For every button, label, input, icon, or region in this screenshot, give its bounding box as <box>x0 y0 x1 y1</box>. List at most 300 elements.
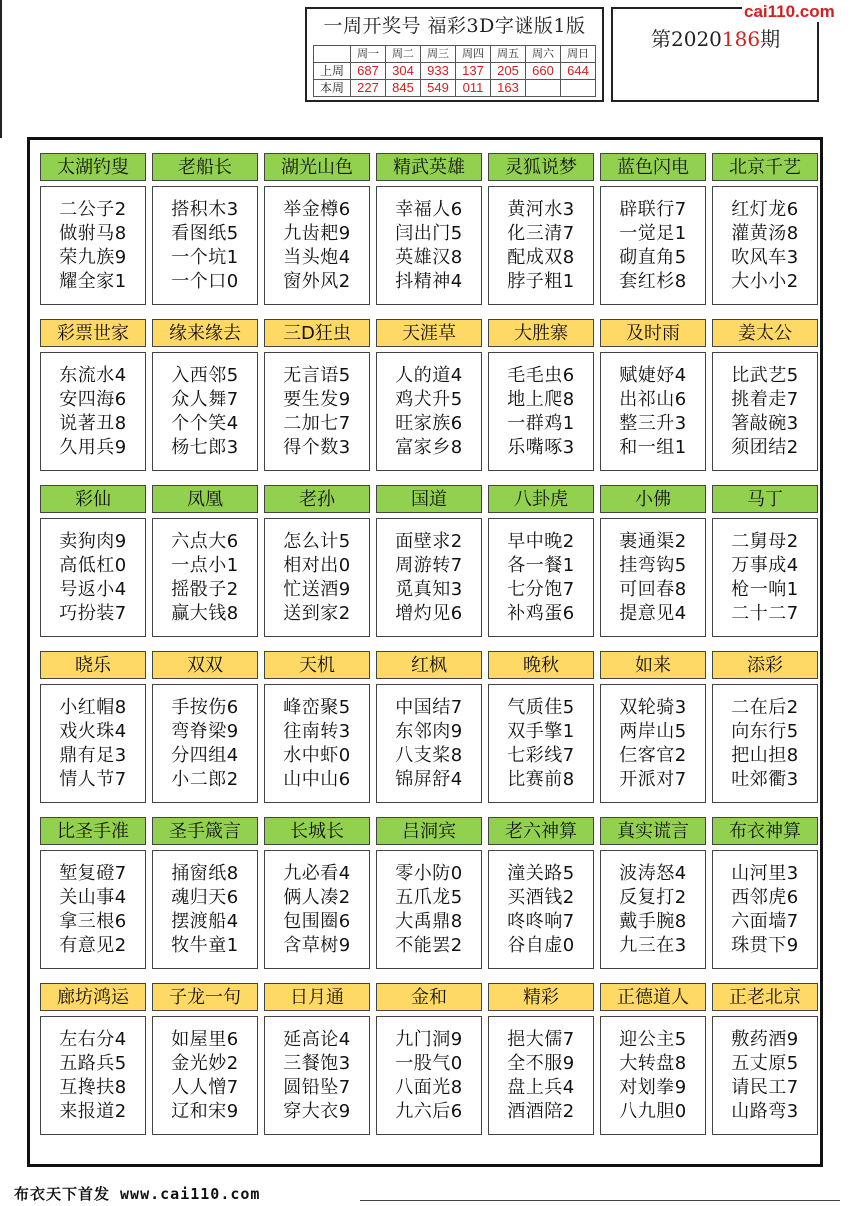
riddle-author: 天涯草 <box>376 319 482 347</box>
riddle-card <box>264 485 370 637</box>
riddle-author: 马丁 <box>712 485 818 513</box>
riddle-line: 手按伤6 <box>171 696 239 718</box>
riddle-line: 双轮骑3 <box>619 696 687 718</box>
riddle-body <box>376 1016 482 1135</box>
draw-number: 304 <box>386 63 421 80</box>
riddle-line: 安四海6 <box>59 388 127 410</box>
weekly-results-box <box>305 7 604 102</box>
riddle-line: 觅真知3 <box>395 578 463 600</box>
riddle-line: 赋婕妤4 <box>619 364 687 386</box>
riddle-line: 红灯龙6 <box>731 198 799 220</box>
riddle-card <box>488 319 594 471</box>
riddle-card <box>40 651 146 803</box>
riddle-line: 辟联行7 <box>619 198 687 220</box>
draw-number: 205 <box>491 63 526 80</box>
weekday-label: 周日 <box>561 46 596 63</box>
riddle-line: 箸敲碗3 <box>731 412 799 434</box>
riddle-line: 全不服9 <box>507 1052 575 1074</box>
riddle-line: 出祁山6 <box>619 388 687 410</box>
riddle-line: 山路弯3 <box>731 1100 799 1122</box>
riddle-line: 往南转3 <box>283 720 351 742</box>
riddle-card <box>264 651 370 803</box>
riddle-author: 八卦虎 <box>488 485 594 513</box>
riddle-author: 精武英雄 <box>376 153 482 181</box>
riddle-line: 要生发9 <box>283 388 351 410</box>
riddle-card <box>40 817 146 969</box>
riddle-body <box>264 850 370 969</box>
riddle-line: 吹风车3 <box>731 246 799 268</box>
riddle-author: 北京千艺 <box>712 153 818 181</box>
riddle-line: 耀全家1 <box>59 270 127 292</box>
weekday-label: 周二 <box>386 46 421 63</box>
riddle-line: 一股气0 <box>395 1052 463 1074</box>
riddle-line: 一觉足1 <box>619 222 687 244</box>
draw-number: 011 <box>456 80 491 97</box>
riddle-line: 含草树9 <box>283 934 351 956</box>
riddle-line: 赢大钱8 <box>171 602 239 624</box>
riddle-card <box>712 153 818 305</box>
riddle-line: 万事成4 <box>731 554 799 576</box>
draw-number: 549 <box>421 80 456 97</box>
riddle-body <box>152 1016 258 1135</box>
riddle-line: 看图纸5 <box>171 222 239 244</box>
riddle-line: 互搀扶8 <box>59 1076 127 1098</box>
riddle-line: 补鸡蛋6 <box>507 602 575 624</box>
riddle-line: 个个笑4 <box>171 412 239 434</box>
riddle-author: 晓乐 <box>40 651 146 679</box>
riddle-author: 姜太公 <box>712 319 818 347</box>
riddle-author: 廊坊鸿运 <box>40 983 146 1011</box>
riddle-line: 一个坑1 <box>171 246 239 268</box>
riddle-line: 搭积木3 <box>171 198 239 220</box>
riddle-line: 脖子粗1 <box>507 270 575 292</box>
riddle-line: 辽和宋9 <box>171 1100 239 1122</box>
riddle-line: 峰峦聚5 <box>283 696 351 718</box>
riddle-author: 正老北京 <box>712 983 818 1011</box>
riddle-line: 捅窗纸8 <box>171 862 239 884</box>
riddle-author: 金和 <box>376 983 482 1011</box>
riddle-body <box>376 684 482 803</box>
riddle-line: 九门洞9 <box>395 1028 463 1050</box>
riddle-line: 圆铅坠7 <box>283 1076 351 1098</box>
riddle-line: 包围圈6 <box>283 910 351 932</box>
riddle-body <box>264 186 370 305</box>
riddle-author: 圣手箴言 <box>152 817 258 845</box>
riddle-line: 不能罢2 <box>395 934 463 956</box>
riddle-line: 左右分4 <box>59 1028 127 1050</box>
riddle-line: 一群鸡1 <box>507 412 575 434</box>
riddle-line: 乐嘴啄3 <box>507 436 575 458</box>
footer-watermark: 布衣天下首发 www.cai110.com <box>14 1185 261 1203</box>
riddle-body <box>488 518 594 637</box>
riddle-line: 五路兵5 <box>59 1052 127 1074</box>
draw-number <box>526 80 561 97</box>
riddle-line: 一点小1 <box>171 554 239 576</box>
riddle-card <box>376 651 482 803</box>
riddle-line: 戏火珠4 <box>59 720 127 742</box>
weekly-results-table <box>313 45 596 97</box>
riddle-line: 魂归天6 <box>171 886 239 908</box>
riddle-line: 五丈原5 <box>731 1052 799 1074</box>
riddle-body <box>264 684 370 803</box>
riddle-author: 国道 <box>376 485 482 513</box>
riddle-line: 二在后2 <box>731 696 799 718</box>
riddle-line: 谷自虚0 <box>507 934 575 956</box>
draw-number: 933 <box>421 63 456 80</box>
riddle-line: 穿大衣9 <box>283 1100 351 1122</box>
riddle-body <box>712 186 818 305</box>
riddle-body <box>264 1016 370 1135</box>
riddle-line: 拿三根6 <box>59 910 127 932</box>
weekday-label: 周四 <box>456 46 491 63</box>
riddle-line: 分四组4 <box>171 744 239 766</box>
riddle-line: 挂弯钩5 <box>619 554 687 576</box>
riddle-author: 子龙一句 <box>152 983 258 1011</box>
riddle-line: 闫出门5 <box>395 222 463 244</box>
riddle-line: 二十二7 <box>731 602 799 624</box>
riddle-card <box>152 153 258 305</box>
riddle-line: 挑着走7 <box>731 388 799 410</box>
riddle-line: 开派对7 <box>619 768 687 790</box>
riddle-body <box>40 684 146 803</box>
draw-number: 644 <box>561 63 596 80</box>
riddle-card <box>152 485 258 637</box>
riddle-line: 情人节7 <box>59 768 127 790</box>
riddle-line: 珠贯下9 <box>731 934 799 956</box>
riddle-body <box>712 352 818 471</box>
riddle-author: 添彩 <box>712 651 818 679</box>
riddle-author: 三D狂虫 <box>264 319 370 347</box>
riddle-body <box>40 352 146 471</box>
riddle-line: 吐郊衢3 <box>731 768 799 790</box>
riddle-line: 高低杠0 <box>59 554 127 576</box>
riddle-line: 须团结2 <box>731 436 799 458</box>
riddle-line: 牧牛童1 <box>171 934 239 956</box>
riddle-line: 做驸马8 <box>59 222 127 244</box>
riddle-card <box>376 485 482 637</box>
riddle-line: 对划拳9 <box>619 1076 687 1098</box>
riddle-author: 吕洞宾 <box>376 817 482 845</box>
riddle-line: 砌直角5 <box>619 246 687 268</box>
riddle-card <box>264 817 370 969</box>
riddle-card <box>600 153 706 305</box>
riddle-body <box>600 850 706 969</box>
riddle-line: 大禹鼎8 <box>395 910 463 932</box>
riddle-card <box>152 983 258 1135</box>
riddle-line: 六面墙7 <box>731 910 799 932</box>
riddle-card <box>40 983 146 1135</box>
riddle-line: 西邻虎6 <box>731 886 799 908</box>
riddle-board <box>27 137 823 1167</box>
riddle-card <box>152 651 258 803</box>
riddle-body <box>488 684 594 803</box>
riddle-body <box>600 352 706 471</box>
riddle-author: 天机 <box>264 651 370 679</box>
riddle-line: 戴手腕8 <box>619 910 687 932</box>
riddle-author: 彩仙 <box>40 485 146 513</box>
riddle-line: 窗外风2 <box>283 270 351 292</box>
riddle-card <box>600 319 706 471</box>
riddle-author: 长城长 <box>264 817 370 845</box>
riddle-grid <box>40 153 818 1135</box>
riddle-card <box>712 319 818 471</box>
this-week-label: 本周 <box>314 80 351 97</box>
riddle-line: 鼎有足3 <box>59 744 127 766</box>
riddle-body <box>152 850 258 969</box>
weekday-label: 周三 <box>421 46 456 63</box>
riddle-line: 当头炮4 <box>283 246 351 268</box>
riddle-line: 号返小4 <box>59 578 127 600</box>
riddle-line: 九必看4 <box>283 862 351 884</box>
riddle-line: 两岸山5 <box>619 720 687 742</box>
riddle-line: 摆渡船4 <box>171 910 239 932</box>
draw-number <box>561 80 596 97</box>
riddle-body <box>376 518 482 637</box>
issue-number: 186 <box>721 27 761 51</box>
riddle-author: 正德道人 <box>600 983 706 1011</box>
riddle-author: 太湖钓叟 <box>40 153 146 181</box>
riddle-line: 鸡犬升5 <box>395 388 463 410</box>
riddle-body <box>600 186 706 305</box>
riddle-body <box>376 850 482 969</box>
riddle-line: 水中虾0 <box>283 744 351 766</box>
riddle-line: 六点大6 <box>171 530 239 552</box>
riddle-line: 灌黄汤8 <box>731 222 799 244</box>
riddle-line: 弯脊梁9 <box>171 720 239 742</box>
riddle-card <box>264 983 370 1135</box>
riddle-line: 二舅母2 <box>731 530 799 552</box>
riddle-card <box>376 153 482 305</box>
riddle-line: 相对出0 <box>283 554 351 576</box>
riddle-body <box>40 518 146 637</box>
riddle-line: 如屋里6 <box>171 1028 239 1050</box>
riddle-card <box>376 983 482 1135</box>
riddle-card <box>376 319 482 471</box>
riddle-line: 配成双8 <box>507 246 575 268</box>
riddle-body <box>712 518 818 637</box>
riddle-author: 红枫 <box>376 651 482 679</box>
riddle-line: 幸福人6 <box>395 198 463 220</box>
footer-divider <box>360 1200 840 1201</box>
riddle-line: 俩人凑2 <box>283 886 351 908</box>
riddle-line: 买酒钱2 <box>507 886 575 908</box>
riddle-line: 五爪龙5 <box>395 886 463 908</box>
weekday-label: 周六 <box>526 46 561 63</box>
riddle-line: 三餐饱3 <box>283 1052 351 1074</box>
riddle-line: 提意见4 <box>619 602 687 624</box>
riddle-line: 怎么计5 <box>283 530 351 552</box>
weekday-label: 周五 <box>491 46 526 63</box>
issue-prefix: 第2020 <box>651 27 722 51</box>
riddle-line: 小红帽8 <box>59 696 127 718</box>
riddle-line: 整三升3 <box>619 412 687 434</box>
riddle-line: 众人舞7 <box>171 388 239 410</box>
riddle-author: 小佛 <box>600 485 706 513</box>
riddle-author: 老船长 <box>152 153 258 181</box>
riddle-card <box>600 817 706 969</box>
riddle-author: 湖光山色 <box>264 153 370 181</box>
riddle-line: 荣九族9 <box>59 246 127 268</box>
riddle-line: 久用兵9 <box>59 436 127 458</box>
riddle-body <box>488 1016 594 1135</box>
riddle-author: 老孙 <box>264 485 370 513</box>
riddle-line: 把山担8 <box>731 744 799 766</box>
riddle-body <box>600 684 706 803</box>
riddle-card <box>376 817 482 969</box>
riddle-body <box>600 1016 706 1135</box>
riddle-author: 布衣神算 <box>712 817 818 845</box>
riddle-line: 山中山6 <box>283 768 351 790</box>
riddle-line: 人的道4 <box>395 364 463 386</box>
riddle-line: 早中晚2 <box>507 530 575 552</box>
riddle-line: 八面光8 <box>395 1076 463 1098</box>
riddle-line: 八支桨8 <box>395 744 463 766</box>
riddle-author: 彩票世家 <box>40 319 146 347</box>
riddle-body <box>152 518 258 637</box>
last-week-row <box>314 63 596 80</box>
riddle-line: 东邻肉9 <box>395 720 463 742</box>
riddle-author: 及时雨 <box>600 319 706 347</box>
riddle-line: 八九胆0 <box>619 1100 687 1122</box>
riddle-body <box>488 850 594 969</box>
riddle-line: 反复打2 <box>619 886 687 908</box>
riddle-line: 说著丑8 <box>59 412 127 434</box>
riddle-card <box>40 319 146 471</box>
riddle-line: 人人憎7 <box>171 1076 239 1098</box>
weekday-label: 周一 <box>351 46 386 63</box>
riddle-body <box>40 186 146 305</box>
riddle-body <box>712 1016 818 1135</box>
riddle-card <box>488 817 594 969</box>
riddle-line: 黄河水3 <box>507 198 575 220</box>
weekday-header-row <box>314 46 596 63</box>
riddle-author: 日月通 <box>264 983 370 1011</box>
riddle-line: 一个口0 <box>171 270 239 292</box>
riddle-line: 大小小2 <box>731 270 799 292</box>
riddle-line: 大转盘8 <box>619 1052 687 1074</box>
riddle-author: 老六神算 <box>488 817 594 845</box>
riddle-card <box>488 153 594 305</box>
riddle-author: 比圣手准 <box>40 817 146 845</box>
riddle-line: 旺家族6 <box>395 412 463 434</box>
riddle-line: 可回春8 <box>619 578 687 600</box>
riddle-line: 向东行5 <box>731 720 799 742</box>
riddle-line: 比武艺5 <box>731 364 799 386</box>
riddle-author: 精彩 <box>488 983 594 1011</box>
draw-number: 845 <box>386 80 421 97</box>
riddle-body <box>40 1016 146 1135</box>
riddle-body <box>376 352 482 471</box>
last-week-label: 上周 <box>314 63 351 80</box>
riddle-body <box>152 352 258 471</box>
weekly-results-title: 一周开奖号 福彩3D字谜版1版 <box>323 15 586 37</box>
riddle-line: 枪一响1 <box>731 578 799 600</box>
riddle-line: 堑复磴7 <box>59 862 127 884</box>
riddle-line: 英雄汉8 <box>395 246 463 268</box>
left-edge-line <box>0 0 2 138</box>
riddle-line: 举金樽6 <box>283 198 351 220</box>
riddle-line: 富家乡8 <box>395 436 463 458</box>
riddle-line: 二加七7 <box>283 412 351 434</box>
riddle-card <box>488 485 594 637</box>
riddle-line: 东流水4 <box>59 364 127 386</box>
corner-cell <box>314 46 351 63</box>
riddle-line: 摇骰子2 <box>171 578 239 600</box>
riddle-body <box>712 684 818 803</box>
riddle-line: 和一组1 <box>619 436 687 458</box>
riddle-line: 九六后6 <box>395 1100 463 1122</box>
riddle-line: 延高论4 <box>283 1028 351 1050</box>
riddle-line: 双手擎1 <box>507 720 575 742</box>
riddle-body <box>376 186 482 305</box>
riddle-body <box>152 684 258 803</box>
riddle-author: 大胜寨 <box>488 319 594 347</box>
riddle-line: 套红杉8 <box>619 270 687 292</box>
riddle-body <box>264 352 370 471</box>
riddle-line: 化三清7 <box>507 222 575 244</box>
riddle-line: 巧扮装7 <box>59 602 127 624</box>
riddle-card <box>488 983 594 1135</box>
riddle-body <box>488 352 594 471</box>
riddle-line: 比赛前8 <box>507 768 575 790</box>
riddle-line: 零小防0 <box>395 862 463 884</box>
riddle-line: 裹通渠2 <box>619 530 687 552</box>
this-week-row <box>314 80 596 97</box>
riddle-card <box>600 651 706 803</box>
riddle-line: 入西邻5 <box>171 364 239 386</box>
riddle-card <box>712 485 818 637</box>
riddle-body <box>264 518 370 637</box>
riddle-card <box>40 485 146 637</box>
riddle-line: 九三在3 <box>619 934 687 956</box>
riddle-body <box>152 186 258 305</box>
riddle-line: 七彩线7 <box>507 744 575 766</box>
riddle-line: 杨七郎3 <box>171 436 239 458</box>
riddle-card <box>152 817 258 969</box>
riddle-line: 面壁求2 <box>395 530 463 552</box>
riddle-line: 增灼见6 <box>395 602 463 624</box>
riddle-body <box>600 518 706 637</box>
issue-label <box>651 23 780 52</box>
riddle-line: 波涛怒4 <box>619 862 687 884</box>
draw-number: 137 <box>456 63 491 80</box>
riddle-line: 气质佳5 <box>507 696 575 718</box>
riddle-line: 卖狗肉9 <box>59 530 127 552</box>
riddle-line: 得个数3 <box>283 436 351 458</box>
draw-number: 687 <box>351 63 386 80</box>
riddle-line: 抖精神4 <box>395 270 463 292</box>
riddle-body <box>712 850 818 969</box>
draw-number: 660 <box>526 63 561 80</box>
riddle-line: 来报道2 <box>59 1100 127 1122</box>
riddle-line: 迎公主5 <box>619 1028 687 1050</box>
riddle-author: 真实谎言 <box>600 817 706 845</box>
riddle-card <box>264 319 370 471</box>
riddle-line: 敷药酒9 <box>731 1028 799 1050</box>
riddle-line: 有意见2 <box>59 934 127 956</box>
riddle-author: 晚秋 <box>488 651 594 679</box>
riddle-line: 咚咚响7 <box>507 910 575 932</box>
riddle-line: 锦屏舒4 <box>395 768 463 790</box>
riddle-line: 仨客官2 <box>619 744 687 766</box>
riddle-line: 挹大儒7 <box>507 1028 575 1050</box>
issue-suffix: 期 <box>760 27 781 51</box>
riddle-author: 凤凰 <box>152 485 258 513</box>
riddle-card <box>600 485 706 637</box>
riddle-line: 小二郎2 <box>171 768 239 790</box>
riddle-line: 酒酒陪2 <box>507 1100 575 1122</box>
riddle-card <box>712 651 818 803</box>
